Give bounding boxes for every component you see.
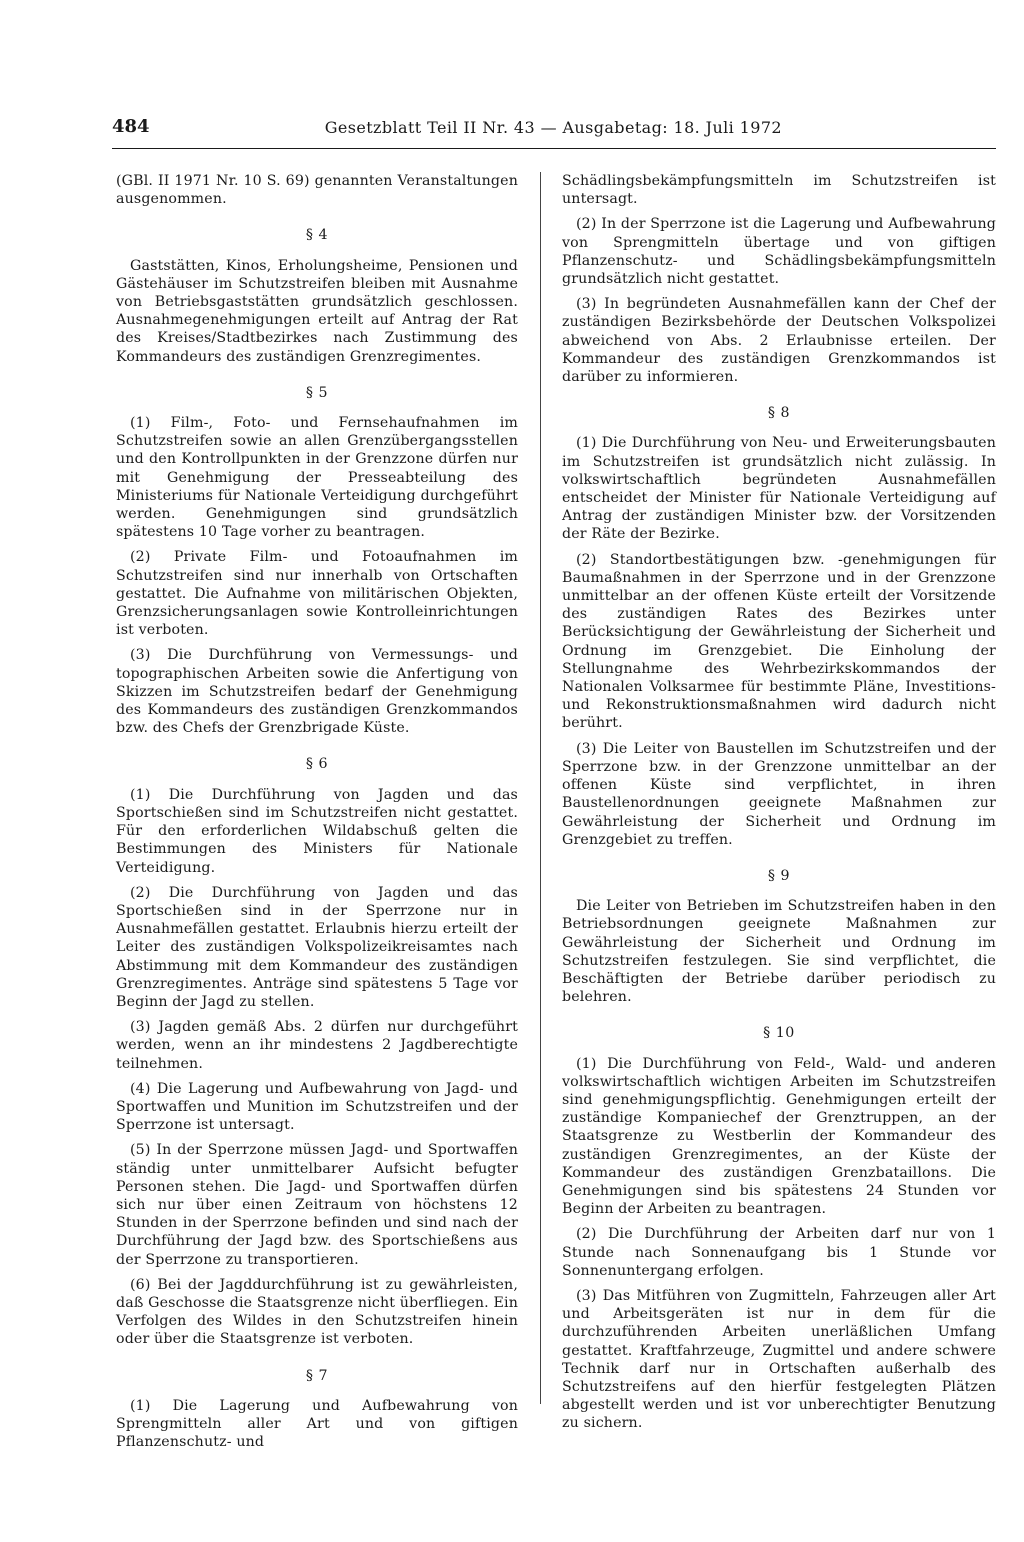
page-header [112,116,996,144]
section-heading-8: § 8 [767,405,791,422]
paragraph: (3) In begründeten Ausnahmefällen kann der Chef der zuständigen Bezirksbehörde der Deutschen Volkspolizei abweichend von Abs. 2 Erlaubnisse erteilen. Der Kommandeur des zuständigen Grenzkommandos ist darüber zu informieren. [562,296,996,386]
paragraph: (1) Die Durchführung von Neu- und Erweiterungsbauten im Schutzstreifen ist grundsätzlich nicht zulässig. In volkswirtschaftlich begründeten Ausnahmefällen entscheidet der Minister für Nationale Verteidigung auf Antrag der zuständigen Minister bzw. der Vorsitzenden der Räte der Bezirke. [562,435,996,543]
paragraph: (3) Die Leiter von Baustellen im Schutzstreifen und der Sperrzone bzw. in der Grenzzone unmittelbar an der offenen Küste sind verpflichtet, in ihren Baustellenordnungen geeignete Maßnahmen zur Gewährleistung der Sicherheit und Ordnung im Grenzgebiet zu treffen. [562,740,996,848]
paragraph: Gaststätten, Kinos, Erholungsheime, Pensionen und Gästehäuser im Schutzstreifen bleiben mit Ausnahme von Betriebsgaststätten grundsätzlich geschlossen. Ausnahmegenehmigungen erteilt auf Antrag der Rat des Kreises/Stadtbezirkes nach Zustimmung des Kommandeurs des zuständigen Grenzregimentes. [116,257,518,365]
section-heading-5: § 5 [305,384,329,401]
paragraph: (2) Private Film- und Fotoaufnahmen im Schutzstreifen sind nur innerhalb von Ortschaften gestattet. Die Aufnahme von militärischen Objekten, Grenzsicherungsanlagen sowie Kontrolleinrichtungen ist verboten. [116,549,518,639]
section-heading-10: § 10 [763,1025,795,1042]
paragraph: (2) Standortbestätigungen bzw. -genehmigungen für Baumaßnahmen in der Sperrzone und in der Grenzzone unmittelbar an der offenen Küste erteilt der Vorsitzende des zuständigen Rates des Bezirkes unter Berücksichtigung der Gewährleistung der Sicherheit und Ordnung im Grenzgebiet. Die Einholung der Stellungnahme des Wehrbezirkskommandos der Nationalen Volksarmee für bestimmte Pläne, Investitions- und Rekonstruktionsmaßnahmen wird dadurch nicht berührt. [562,551,996,732]
section-heading-7: § 7 [305,1367,329,1384]
paragraph: (3) Jagden gemäß Abs. 2 dürfen nur durchgeführt werden, wenn an ihr mindestens 2 Jagdberechtigte teilnehmen. [116,1019,518,1072]
paragraph: (5) In der Sperrzone müssen Jagd- und Sportwaffen ständig unter unmittelbarer Aufsicht befugter Personen stehen. Die Jagd- und Sportwaffen dürfen sich nur über einen Zeitraum von höchstens 12 Stunden in der Sperrzone befinden und sind nach der Durchführung der Jagd bzw. des Sportschießens aus der Sperrzone zu transportieren. [116,1142,518,1268]
paragraph: (GBl. II 1971 Nr. 10 S. 69) genannten Veranstaltungen ausgenommen. [116,173,518,208]
column-divider [540,172,541,1404]
paragraph: (1) Film-, Foto- und Fernsehaufnahmen im Schutzstreifen sowie an allen Grenzübergangsstellen und den Kontrollpunkten in der Grenzzone dürfen nur mit Genehmigung der Presseabteilung des Ministeriums für Nationale Verteidigung durchgeführt werden. Genehmigungen sind grundsätzlich spätestens 10 Tage vorher zu beantragen. [116,415,518,541]
header-rule [112,148,996,149]
paragraph: (3) Die Durchführung von Vermessungs- und topographischen Arbeiten sowie die Anfertigung von Skizzen im Schutzstreifen bedarf der Genehmigung des Kommandeurs des zuständigen Grenzkommandos bzw. des Chefs der Grenzbrigade Küste. [116,647,518,737]
paragraph: (2) Die Durchführung der Arbeiten darf nur von 1 Stunde nach Sonnenaufgang bis 1 Stunde vor Sonnenuntergang erfolgen. [562,1226,996,1279]
paragraph: Die Leiter von Betrieben im Schutzstreifen haben in den Betriebsordnungen geeignete Maßnahmen zur Gewährleistung der Sicherheit und Ordnung im Schutzstreifen festzulegen. Sie sind verpflichtet, die Beschäftigten der Betriebe darüber periodisch zu belehren. [562,898,996,1006]
paragraph: (1) Die Durchführung von Jagden und das Sportschießen sind im Schutzstreifen nicht gestattet. Für den erforderlichen Wildabschuß gelten die Bestimmungen des Ministers für Nationale Verteidigung. [116,786,518,876]
paragraph: (2) Die Durchführung von Jagden und das Sportschießen sind in der Sperrzone nur in Ausnahmefällen gestattet. Erlaubnis hierzu erteilt der Leiter des zuständigen Volkspolizeikreisamtes nach Abstimmung mit dem Kommandeur des zuständigen Grenzregimentes. Anträge sind spätestens 5 Tage vor Beginn der Jagd zu stellen. [116,884,518,1010]
paragraph: (2) In der Sperrzone ist die Lagerung und Aufbewahrung von Sprengmitteln übertage und von giftigen Pflanzenschutz- und Schädlingsbekämpfungsmitteln grundsätzlich nicht gestattet. [562,216,996,288]
section-heading-9: § 9 [767,867,791,884]
gazette-title: Gesetzblatt Teil II Nr. 43 — Ausgabetag: 18. Juli 1972 [324,118,782,137]
section-heading-4: § 4 [305,227,329,244]
paragraph: (3) Das Mitführen von Zugmitteln, Fahrzeugen aller Art und Arbeitsgeräten ist nur in dem für die durchzuführenden Arbeiten unerläßlichen Umfang gestattet. Kraftfahrzeuge, Zugmittel und andere schwere Technik darf nur in Ortschaften außerhalb des Schutzstreifens auf den hierfür festgelegten Plätzen abgestellt werden und ist vor unberechtigter Benutzung zu sichern. [562,1287,996,1432]
paragraph: Schädlingsbekämpfungsmitteln im Schutzstreifen ist untersagt. [562,173,996,208]
left-column [116,172,518,1458]
page-number: 484 [112,116,150,137]
paragraph: (4) Die Lagerung und Aufbewahrung von Jagd- und Sportwaffen und Munition im Schutzstreifen und der Sperrzone ist untersagt. [116,1080,518,1134]
right-column [562,172,996,1440]
paragraph: (1) Die Lagerung und Aufbewahrung von Sprengmitteln aller Art und von giftigen Pflanzenschutz- und [116,1397,518,1451]
paragraph: (1) Die Durchführung von Feld-, Wald- und anderen volkswirtschaftlich wichtigen Arbeiten im Schutzstreifen sind genehmigungspflichtig. Genehmigungen erteilt der zuständige Kompaniechef der Grenztruppen, an der Staatsgrenze zu Westberlin der Kommandeur des zuständigen Grenzregimentes, an der Küste der Kommandeur des zuständigen Grenzbataillons. Die Genehmigungen sind bis spätestens 24 Stunden vor Beginn der Arbeiten zu beantragen. [562,1055,996,1218]
paragraph: (6) Bei der Jagddurchführung ist zu gewährleisten, daß Geschosse die Staatsgrenze nicht überfliegen. Ein Verfolgen des Wildes in den Schutzstreifen hinein oder über die Staatsgrenze ist verboten. [116,1276,518,1348]
section-heading-6: § 6 [305,756,329,773]
